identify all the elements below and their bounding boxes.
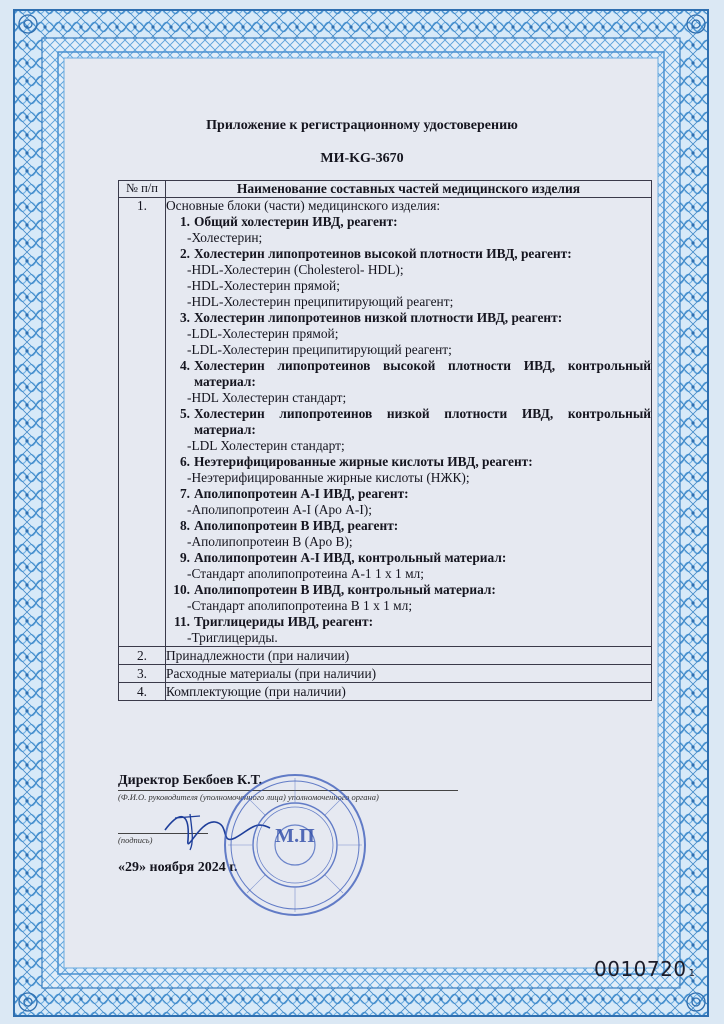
component-heading: [166, 518, 651, 534]
component-subitem: -Аполипопротеин А-I (Аро А-I);: [187, 502, 372, 517]
component-title: Аполипопротеин А-I ИВД, контрольный материал:: [194, 550, 507, 565]
serial-number: [594, 957, 695, 981]
serial-value: 0010720: [594, 957, 687, 981]
component-title: Общий холестерин ИВД, реагент:: [194, 214, 398, 229]
document-title: Приложение к регистрационному удостоверению: [206, 118, 518, 133]
component-title: Аполипопротеин А-I ИВД, реагент:: [194, 486, 409, 501]
registration-number: МИ-KG-3670: [320, 151, 404, 166]
list-item: [166, 406, 651, 454]
component-heading: [166, 614, 651, 630]
signing-date: «29» ноября 2024 г.: [118, 860, 238, 875]
fio-caption: (Ф.И.О. руководителя (уполномоченного лица) уполномоченного органа): [118, 790, 458, 802]
component-title: Холестерин липопротеинов низкой плотности ИВД, контрольный материал:: [194, 406, 651, 437]
component-heading: [166, 582, 651, 598]
row-number: 3.: [119, 665, 166, 683]
list-item: [166, 310, 651, 358]
component-number: 2.: [179, 246, 190, 261]
component-title: Холестерин липопротеинов низкой плотности ИВД, реагент:: [194, 310, 563, 325]
component-title: Аполипопротеин В ИВД, реагент:: [194, 518, 399, 533]
component-title: Холестерин липопротеинов высокой плотности ИВД, контрольный материал:: [194, 358, 651, 389]
serial-suffix: 1: [688, 968, 696, 979]
table-header-row: [119, 181, 652, 198]
component-number: 9.: [179, 550, 190, 565]
column-header-name: Наименование составных частей медицинского изделия: [166, 181, 652, 198]
signature-caption: (подпись): [118, 833, 208, 845]
component-subitem: -HDL-Холестерин прямой;: [187, 278, 340, 293]
component-subitem: -Аполипопротеин В (Аро В);: [187, 534, 353, 549]
component-title: Холестерин липопротеинов высокой плотности ИВД, реагент:: [194, 246, 572, 261]
component-subitem: -HDL Холестерин стандарт;: [187, 390, 347, 405]
row-content: [166, 198, 652, 647]
component-heading: [166, 486, 651, 502]
component-heading: [166, 246, 651, 262]
component-title: Аполипопротеин В ИВД, контрольный материал:: [194, 582, 496, 597]
component-title: Неэтерифицированные жирные кислоты ИВД, реагент:: [194, 454, 533, 469]
component-number: 7.: [179, 486, 190, 501]
component-subitem: -HDL-Холестерин преципитирующий реагент;: [187, 294, 454, 309]
column-header-number: № п/п: [119, 181, 166, 198]
list-item: [166, 550, 651, 582]
list-item: [166, 486, 651, 518]
component-number: 3.: [179, 310, 190, 325]
row-content: Расходные материалы (при наличии): [166, 665, 652, 683]
component-number: 6.: [179, 454, 190, 469]
list-item: [166, 214, 651, 246]
list-item: [166, 454, 651, 486]
list-item: [166, 518, 651, 550]
list-item: [166, 246, 651, 310]
component-number: 11.: [174, 614, 190, 629]
table-row: [119, 683, 652, 701]
component-subitem: -LDL-Холестерин преципитирующий реагент;: [187, 342, 452, 357]
component-number: 8.: [179, 518, 190, 533]
component-number: 10.: [173, 582, 190, 597]
component-subitem: -Триглицериды.: [187, 630, 278, 645]
component-subitem: -Стандарт аполипопротеина В 1 х 1 мл;: [187, 598, 413, 613]
row-number: 2.: [119, 647, 166, 665]
table-row: [119, 198, 652, 647]
component-subitem: -Стандарт аполипопротеина А-1 1 х 1 мл;: [187, 566, 424, 581]
component-heading: [166, 310, 651, 326]
component-heading: [166, 358, 651, 390]
official-stamp: [220, 770, 370, 920]
stamp-letters: М.П: [275, 825, 315, 847]
table-row: [119, 665, 652, 683]
component-heading: [166, 214, 651, 230]
component-subitem: -HDL-Холестерин (Cholesterol- HDL);: [187, 262, 404, 277]
component-title: Триглицериды ИВД, реагент:: [194, 614, 374, 629]
director-name: Директор Бекбоев К.Т.: [118, 773, 263, 788]
component-heading: [166, 454, 651, 470]
components-table: [118, 180, 652, 701]
component-subitem: -Неэтерифицированные жирные кислоты (НЖК);: [187, 470, 470, 485]
component-subitem: -LDL Холестерин стандарт;: [187, 438, 345, 453]
component-number: 5.: [179, 406, 190, 421]
list-item: [166, 582, 651, 614]
row-content: Принадлежности (при наличии): [166, 647, 652, 665]
component-heading: [166, 550, 651, 566]
table-row: [119, 647, 652, 665]
component-heading: [166, 406, 651, 438]
row-content: Комплектующие (при наличии): [166, 683, 652, 701]
list-item: [166, 614, 651, 646]
row-number: 4.: [119, 683, 166, 701]
component-subitem: -Холестерин;: [187, 230, 263, 245]
component-subitem: -LDL-Холестерин прямой;: [187, 326, 339, 341]
row-intro: Основные блоки (части) медицинского изделия:: [166, 198, 441, 213]
component-list: [166, 214, 651, 646]
list-item: [166, 358, 651, 406]
component-number: 4.: [179, 358, 190, 373]
row-number: 1.: [119, 198, 166, 647]
component-number: 1.: [179, 214, 190, 229]
